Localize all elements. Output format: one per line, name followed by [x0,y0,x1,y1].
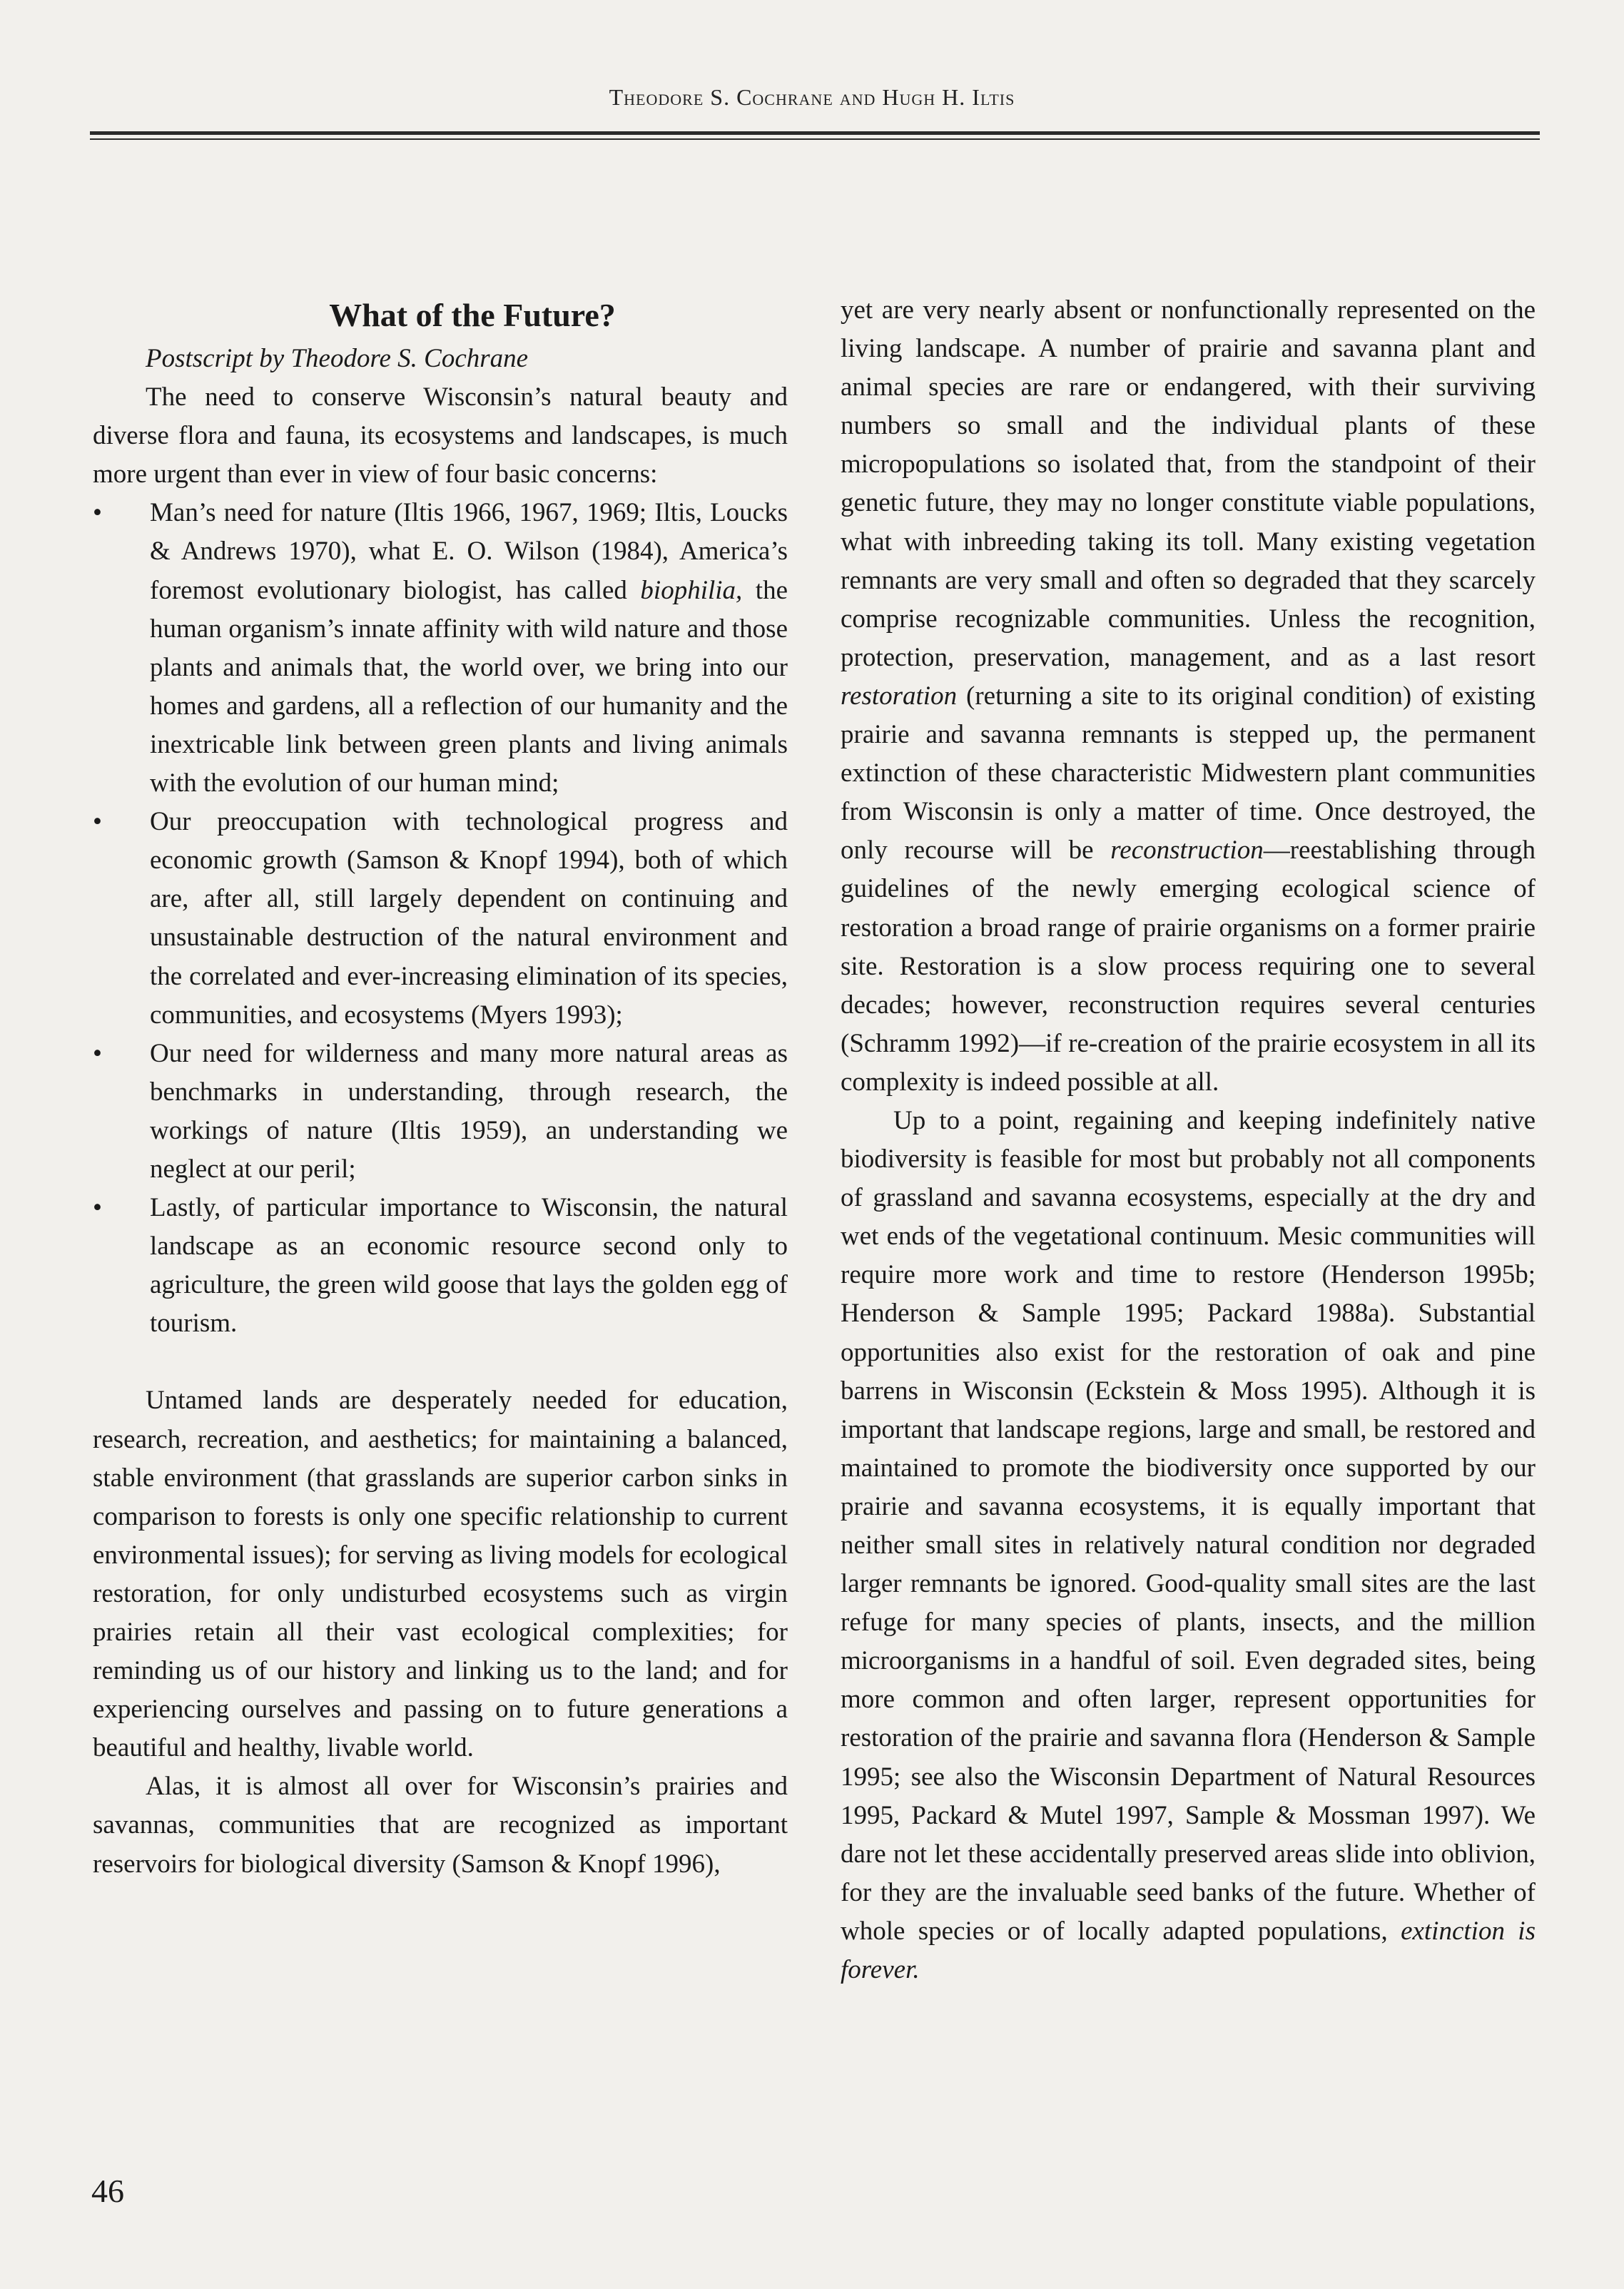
bullet-icon: • [93,1038,102,1068]
list-item: • Our need for wilderness and many more natural areas as benchmarks in understanding, through research, the workings of nature (Iltis 1959), an understanding we neglect at our peril; [93,1035,788,1189]
up-to-a-point-paragraph: Up to a point, regaining and keeping indefinitely native biodiversity is feasible for most but probably not all components of grassland and savanna ecosystems, especially at the dry and wet ends of the vegetational continuum. Mesic communities will require more work and time to restore (Henderson 1995b; Henderson & Sample 1995; Packard 1988a). Substantial opportunities also exist for the restoration of oak and pine barrens in Wisconsin (Eckstein & Moss 1995). Although it is important that landscape regions, large and small, be restored and maintained to promote the biodiversity once supported by our prairie and savanna ecosystems, it is equally important that neither small sites in relatively natural condition nor degraded larger remnants be ignored. Good-quality small sites are the last refuge for many species of plants, insects, and the million microorganisms in a handful of soil. Even degraded sites, being more common and often larger, represent opportunities for restoration of the prairie and savanna flora (Henderson & Sample 1995; see also the Wisconsin Department of Natural Resources 1995, Packard & Mutel 1997, Sample & Mossman 1997). We dare not let these accidentally preserved areas slide into oblivion, for they are the invaluable seed banks of the future. Whether of whole species or of locally adapted populations, extinction is forever. [841,1105,1536,1985]
left-column [93,291,788,1884]
section-title: What of the Future? [329,297,616,333]
bullet-icon: • [93,498,102,528]
paragraph-gap [93,1343,788,1381]
right-column [841,291,1536,1989]
page-number: 46 [91,2173,124,2209]
running-head: Theodore S. Cochrane and Hugh H. Iltis [609,84,1015,110]
header-rule-thin [90,138,1540,140]
list-item: • Man’s need for nature (Iltis 1966, 1967, 1969; Iltis, Loucks & Andrews 1970), what E. O. Wilson (1984), America’s foremost evolutionary biologist, has called biophilia, the human organism’s innate affinity with wild nature and those plants and animals that, the world over, we bring into our homes and gardens, all a reflection of our humanity and the inextricable link between green plants and living animals with the evolution of our human mind; [93,494,788,803]
list-item: • Lastly, of particular importance to Wisconsin, the natural landscape as an economic resource second only to agriculture, the green wild goose that lays the golden egg of tourism. [93,1189,788,1343]
alas-paragraph: Alas, it is almost all over for Wisconsin’s prairies and savannas, communities that are recognized as important reservoirs for biological diversity (Samson & Knopf 1996), [93,1772,788,1879]
untamed-lands-paragraph: Untamed lands are desperately needed for education, research, recreation, and aesthetics; for maintaining a balanced, stable environment (that grasslands are superior carbon sinks in comparison to forests is only one specific relationship to current environmental issues); for serving as living models for ecological restoration, for only undisturbed ecosystems such as virgin prairies retain all their vast ecological complexities; for reminding us of our history and linking us to the land; and for experiencing ourselves and passing on to future generations a beautiful and healthy, livable world. [93,1386,788,1763]
byline: Postscript by Theodore S. Cochrane [146,344,529,373]
continued-paragraph: yet are very nearly absent or nonfunctionally represented on the living landscape. A number of prairie and savanna plant and animal species are rare or endangered, with their surviving numbers so small and the individual plants of these micropopulations so isolated that, from the standpoint of their genetic future, they may no longer constitute viable populations, what with inbreeding taking its toll. Many existing vegetation remnants are very small and often so degraded that they scarcely comprise recognizable communities. Unless the recognition, protection, preservation, management, and as a last resort restoration (returning a site to its original condition) of existing prairie and savanna remnants is stepped up, the permanent extinction of these characteristic Midwestern plant communities from Wisconsin is only a matter of time. Once destroyed, the only recourse will be reconstruction—reestablishing through guidelines of the newly emerging ecological science of restoration a broad range of prairie organisms on a former prairie site. Restoration is a slow process requiring one to several decades; however, reconstruction requires several centuries (Schramm 1992)—if re-creation of the prairie ecosystem in all its complexity is indeed possible at all. [841,295,1536,1097]
header-rule-thick [90,131,1540,135]
intro-paragraph: The need to conserve Wisconsin’s natural beauty and diverse flora and fauna, its ecosystems and landscapes, is much more urgent than ever in view of four basic concerns: [93,382,788,489]
bullet-icon: • [93,807,102,837]
concerns-list [93,494,788,1343]
list-item: • Our preoccupation with technological progress and economic growth (Samson & Knopf 1994), both of which are, after all, still largely dependent on continuing and unsustainable destruction of the natural environment and the correlated and ever-increasing elimination of its species, communities, and ecosystems (Myers 1993); [93,803,788,1035]
bullet-icon: • [93,1193,102,1223]
